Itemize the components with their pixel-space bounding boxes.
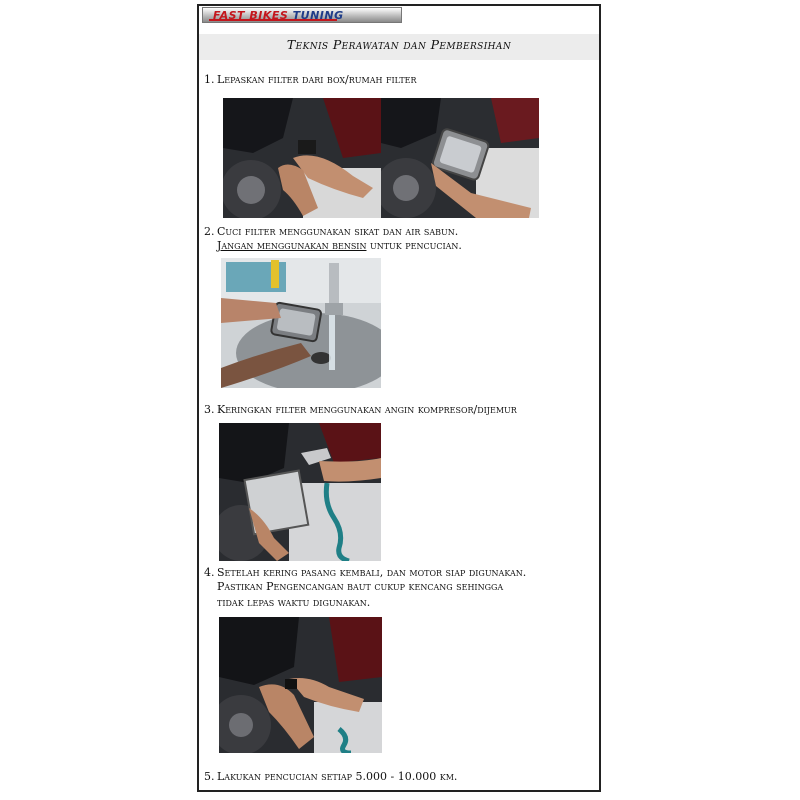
logo-brand-a: FAST BIKES [213, 9, 289, 22]
step-3 [204, 403, 517, 417]
step-number: 1. [204, 73, 215, 86]
step-text-continuation: Pastikan Pengencangan baut cukup kencang sehingga [217, 580, 504, 593]
step-number: 4. [204, 566, 215, 579]
photo-air-gun [219, 423, 381, 561]
photo-reinstall-filter [219, 617, 382, 753]
step-1 [204, 73, 417, 87]
photo-dry-filter [219, 423, 381, 561]
step-number: 2. [204, 225, 215, 238]
step-number: 3. [204, 403, 215, 416]
step-warning: Jangan menggunakan bensin [217, 239, 367, 252]
step-4 [204, 566, 526, 610]
step-text: Cuci filter menggunakan sikat dan air sabun. [217, 225, 459, 238]
step-text-continuation: untuk pencucian. [366, 239, 462, 252]
brand-logo [202, 7, 402, 23]
step-text: Setelah kering pasang kembali, dan motor siap digunakan. [217, 566, 527, 579]
step-text: Lakukan pencucian setiap 5.000 - 10.000 km. [217, 770, 458, 783]
step-2 [204, 225, 462, 253]
step-text: Lepaskan filter dari box/rumah filter [217, 73, 417, 86]
photo-remove-filter-right [381, 98, 539, 218]
page-title: Teknis Perawatan dan Pembersihan [286, 37, 512, 52]
step-number: 5. [204, 770, 215, 783]
photo-bolt [219, 617, 382, 753]
document-page [197, 4, 601, 792]
photo-wash-filter [221, 258, 381, 388]
photo-filter-held [381, 98, 539, 218]
photo-sink [221, 258, 381, 388]
photo-remove-filter-left [223, 98, 381, 218]
step-text-continuation: tidak lepas waktu digunakan. [217, 596, 371, 609]
step-text: Keringkan filter menggunakan angin kompresor/dijemur [217, 403, 517, 416]
photo-motorcycle [223, 98, 381, 218]
step-5 [204, 770, 457, 784]
logo-brand-b: TUNING [292, 9, 344, 22]
